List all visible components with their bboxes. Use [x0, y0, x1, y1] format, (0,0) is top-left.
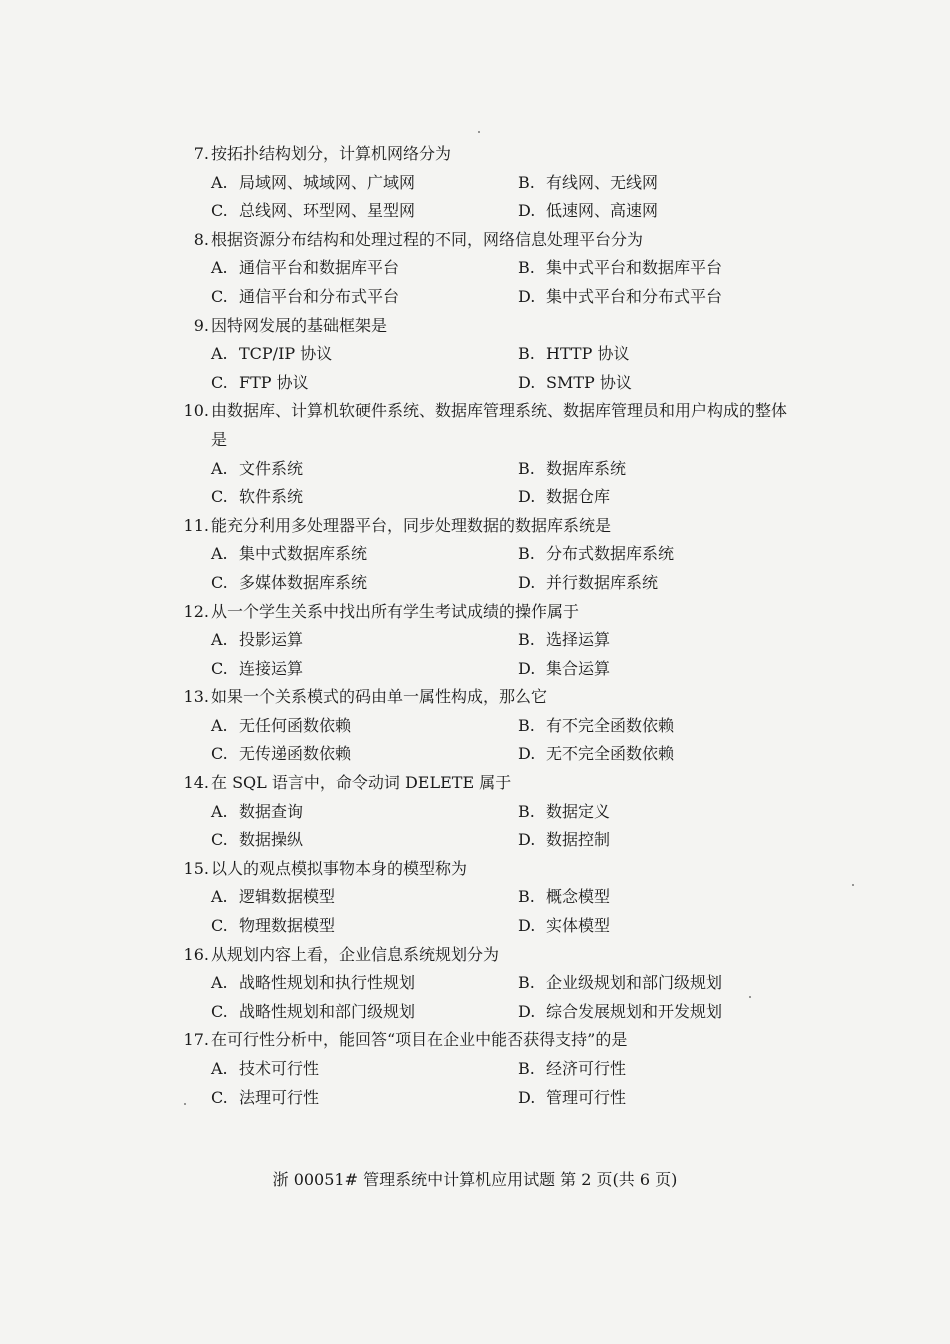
- option-label: C.: [211, 572, 228, 592]
- option-grid: [175, 540, 835, 597]
- option-label: B.: [518, 715, 535, 735]
- option-text: 总线网、环型网、星型网: [239, 201, 416, 221]
- answer-option: [518, 569, 825, 598]
- answer-option: [518, 483, 825, 512]
- option-label: B.: [518, 973, 535, 993]
- question-number: 8.: [193, 229, 209, 249]
- option-text: 逻辑数据模型: [239, 887, 336, 907]
- answer-option: [518, 254, 825, 283]
- option-label: C.: [211, 1087, 228, 1107]
- option-text: 经济可行性: [546, 1059, 627, 1078]
- option-label: D.: [518, 744, 536, 764]
- scan-speck: [478, 131, 480, 133]
- option-text: 数据控制: [546, 830, 611, 850]
- option-label: C.: [211, 201, 228, 221]
- option-text: 无传递函数依赖: [239, 744, 352, 764]
- question-text: 按拓扑结构划分，计算机网络分为: [211, 144, 452, 163]
- option-text: 数据仓库: [546, 487, 611, 507]
- option-label: A.: [211, 1059, 228, 1078]
- option-label: B.: [518, 172, 535, 192]
- option-label: C.: [211, 830, 228, 850]
- option-text: 物理数据模型: [239, 916, 336, 936]
- scan-speck: [852, 884, 854, 886]
- option-label: D.: [518, 658, 536, 678]
- question-number: 13.: [183, 687, 209, 707]
- option-text: 数据定义: [546, 801, 611, 821]
- question-item: [175, 140, 835, 226]
- answer-option: [518, 826, 825, 855]
- option-label: A.: [211, 258, 228, 278]
- option-grid: [175, 1055, 835, 1112]
- option-label: A.: [211, 715, 228, 735]
- option-label: A.: [211, 801, 228, 821]
- answer-option: [211, 254, 518, 283]
- answer-option: [211, 197, 518, 226]
- option-label: B.: [518, 801, 535, 821]
- question-text: 是: [211, 429, 228, 449]
- option-label: B.: [518, 887, 535, 907]
- option-text: 分布式数据库系统: [546, 544, 675, 564]
- option-text: 数据库系统: [546, 458, 627, 478]
- answer-option: [518, 883, 825, 912]
- option-label: A.: [211, 630, 228, 650]
- answer-option: [518, 455, 825, 484]
- question-stem: [175, 769, 835, 798]
- option-label: B.: [518, 630, 535, 650]
- option-text: FTP 协议: [239, 372, 309, 392]
- option-label: A.: [211, 172, 228, 192]
- option-text: 战略性规划和部门级规划: [239, 1001, 416, 1021]
- option-text: 软件系统: [239, 487, 304, 507]
- question-stem: [175, 941, 835, 970]
- option-text: 概念模型: [546, 887, 611, 907]
- scan-speck: [749, 996, 751, 998]
- question-item: [175, 855, 835, 941]
- option-label: B.: [518, 544, 535, 564]
- answer-option: [211, 283, 518, 312]
- option-text: 技术可行性: [239, 1059, 320, 1078]
- option-text: 并行数据库系统: [546, 572, 659, 592]
- question-text: 从一个学生关系中找出所有学生考试成绩的操作属于: [211, 601, 580, 621]
- page-footer: 浙 00051# 管理系统中计算机应用试题 第 2 页(共 6 页): [272, 1170, 678, 1189]
- option-text: 多媒体数据库系统: [239, 572, 368, 592]
- option-label: C.: [211, 916, 228, 936]
- option-grid: [175, 340, 835, 397]
- question-item: [175, 512, 835, 598]
- option-label: D.: [518, 830, 536, 850]
- answer-option: [518, 626, 825, 655]
- answer-option: [518, 1084, 825, 1113]
- question-number: 15.: [183, 858, 209, 878]
- option-text: 无不完全函数依赖: [546, 744, 675, 764]
- option-text: 有线网、无线网: [546, 172, 659, 192]
- option-text: 综合发展规划和开发规划: [546, 1001, 723, 1021]
- question-text: 以人的观点模拟事物本身的模型称为: [211, 858, 468, 878]
- option-label: D.: [518, 572, 536, 592]
- answer-option: [211, 483, 518, 512]
- option-text: 管理可行性: [546, 1087, 627, 1107]
- option-grid: [175, 455, 835, 512]
- answer-option: [211, 626, 518, 655]
- question-number: 16.: [183, 944, 209, 964]
- option-text: 选择运算: [546, 630, 611, 650]
- option-label: D.: [518, 201, 536, 221]
- option-label: A.: [211, 544, 228, 564]
- question-stem: [175, 226, 835, 255]
- option-text: 投影运算: [239, 630, 304, 650]
- question-number: 7.: [193, 144, 209, 163]
- option-label: A.: [211, 458, 228, 478]
- option-label: C.: [211, 487, 228, 507]
- option-text: 无任何函数依赖: [239, 715, 352, 735]
- answer-option: [211, 540, 518, 569]
- option-label: B.: [518, 458, 535, 478]
- option-label: A.: [211, 887, 228, 907]
- option-text: 集中式数据库系统: [239, 544, 368, 564]
- question-item: [175, 312, 835, 398]
- option-label: A.: [211, 973, 228, 993]
- question-number: 17.: [183, 1030, 209, 1050]
- answer-option: [518, 998, 825, 1027]
- option-text: 法理可行性: [239, 1087, 320, 1107]
- option-grid: [175, 169, 835, 226]
- option-label: D.: [518, 1087, 536, 1107]
- answer-option: [211, 455, 518, 484]
- question-text: 能充分利用多处理器平台，同步处理数据的数据库系统是: [211, 515, 612, 535]
- option-text: 有不完全函数依赖: [546, 715, 675, 735]
- option-grid: [175, 883, 835, 940]
- option-label: C.: [211, 1001, 228, 1021]
- option-text: 通信平台和分布式平台: [239, 286, 400, 306]
- answer-option: [211, 969, 518, 998]
- question-item: [175, 683, 835, 769]
- question-text: 在可行性分析中，能回答“项目在企业中能否获得支持”的是: [211, 1030, 628, 1050]
- question-stem: [175, 512, 835, 541]
- answer-option: [518, 169, 825, 198]
- question-item: [175, 397, 835, 511]
- option-label: A.: [211, 344, 228, 364]
- option-label: D.: [518, 1001, 536, 1021]
- answer-option: [211, 798, 518, 827]
- question-stem: [175, 140, 835, 169]
- question-number: 12.: [183, 601, 209, 621]
- answer-option: [518, 655, 825, 684]
- option-label: C.: [211, 658, 228, 678]
- answer-option: [518, 969, 825, 998]
- answer-option: [518, 912, 825, 941]
- option-label: D.: [518, 372, 536, 392]
- question-number: 10.: [183, 401, 209, 421]
- answer-option: [211, 369, 518, 398]
- option-text: 企业级规划和部门级规划: [546, 973, 723, 993]
- option-text: 集合运算: [546, 658, 611, 678]
- option-text: SMTP 协议: [546, 372, 632, 392]
- answer-option: [518, 340, 825, 369]
- option-text: 文件系统: [239, 458, 304, 478]
- answer-option: [211, 1084, 518, 1113]
- question-text: 根据资源分布结构和处理过程的不同，网络信息处理平台分为: [211, 229, 644, 249]
- answer-option: [518, 197, 825, 226]
- question-item: [175, 769, 835, 855]
- option-text: TCP/IP 协议: [239, 344, 333, 364]
- option-text: 低速网、高速网: [546, 201, 659, 221]
- option-text: 实体模型: [546, 916, 611, 936]
- option-label: D.: [518, 916, 536, 936]
- option-grid: [175, 254, 835, 311]
- answer-option: [518, 369, 825, 398]
- option-label: D.: [518, 286, 536, 306]
- question-list: [175, 140, 835, 1112]
- option-text: 集中式平台和数据库平台: [546, 258, 723, 278]
- answer-option: [518, 798, 825, 827]
- answer-option: [211, 912, 518, 941]
- option-text: 局域网、城域网、广域网: [239, 172, 416, 192]
- question-text: 在 SQL 语言中，命令动词 DELETE 属于: [211, 773, 512, 793]
- answer-option: [211, 712, 518, 741]
- question-number: [175, 426, 211, 455]
- question-stem: [175, 598, 835, 627]
- option-label: B.: [518, 1059, 535, 1078]
- answer-option: [518, 540, 825, 569]
- option-grid: [175, 712, 835, 769]
- question-number: 14.: [183, 773, 209, 793]
- question-item: [175, 941, 835, 1027]
- answer-option: [211, 169, 518, 198]
- option-label: D.: [518, 487, 536, 507]
- option-grid: [175, 626, 835, 683]
- question-number: 11.: [183, 515, 209, 535]
- option-text: 战略性规划和执行性规划: [239, 973, 416, 993]
- option-text: 连接运算: [239, 658, 304, 678]
- option-text: 通信平台和数据库平台: [239, 258, 400, 278]
- answer-option: [211, 883, 518, 912]
- question-stem: [175, 312, 835, 341]
- option-label: B.: [518, 344, 535, 364]
- answer-option: [211, 655, 518, 684]
- answer-option: [211, 740, 518, 769]
- question-stem: [175, 855, 835, 884]
- answer-option: [211, 1055, 518, 1084]
- answer-option: [518, 740, 825, 769]
- option-label: B.: [518, 258, 535, 278]
- question-text: 如果一个关系模式的码由单一属性构成，那么它: [211, 687, 548, 707]
- question-stem: [175, 397, 835, 426]
- option-text: 数据查询: [239, 801, 304, 821]
- option-label: C.: [211, 372, 228, 392]
- option-grid: [175, 798, 835, 855]
- answer-option: [211, 340, 518, 369]
- answer-option: [211, 569, 518, 598]
- option-grid: [175, 969, 835, 1026]
- answer-option: [518, 283, 825, 312]
- question-stem: [175, 683, 835, 712]
- option-label: C.: [211, 286, 228, 306]
- answer-option: [211, 826, 518, 855]
- option-label: C.: [211, 744, 228, 764]
- answer-option: [518, 1055, 825, 1084]
- question-item: [175, 1026, 835, 1112]
- question-text: 从规划内容上看，企业信息系统规划分为: [211, 944, 500, 964]
- question-text: 由数据库、计算机软硬件系统、数据库管理系统、数据库管理员和用户构成的整体: [211, 401, 788, 421]
- option-text: 数据操纵: [239, 830, 304, 850]
- question-stem: [175, 426, 835, 455]
- option-text: HTTP 协议: [546, 344, 630, 364]
- answer-option: [518, 712, 825, 741]
- question-item: [175, 226, 835, 312]
- question-item: [175, 598, 835, 684]
- question-number: 9.: [193, 315, 209, 335]
- question-stem: [175, 1026, 835, 1055]
- question-text: 因特网发展的基础框架是: [211, 315, 388, 335]
- scan-speck: [184, 1103, 186, 1105]
- answer-option: [211, 998, 518, 1027]
- option-text: 集中式平台和分布式平台: [546, 286, 723, 306]
